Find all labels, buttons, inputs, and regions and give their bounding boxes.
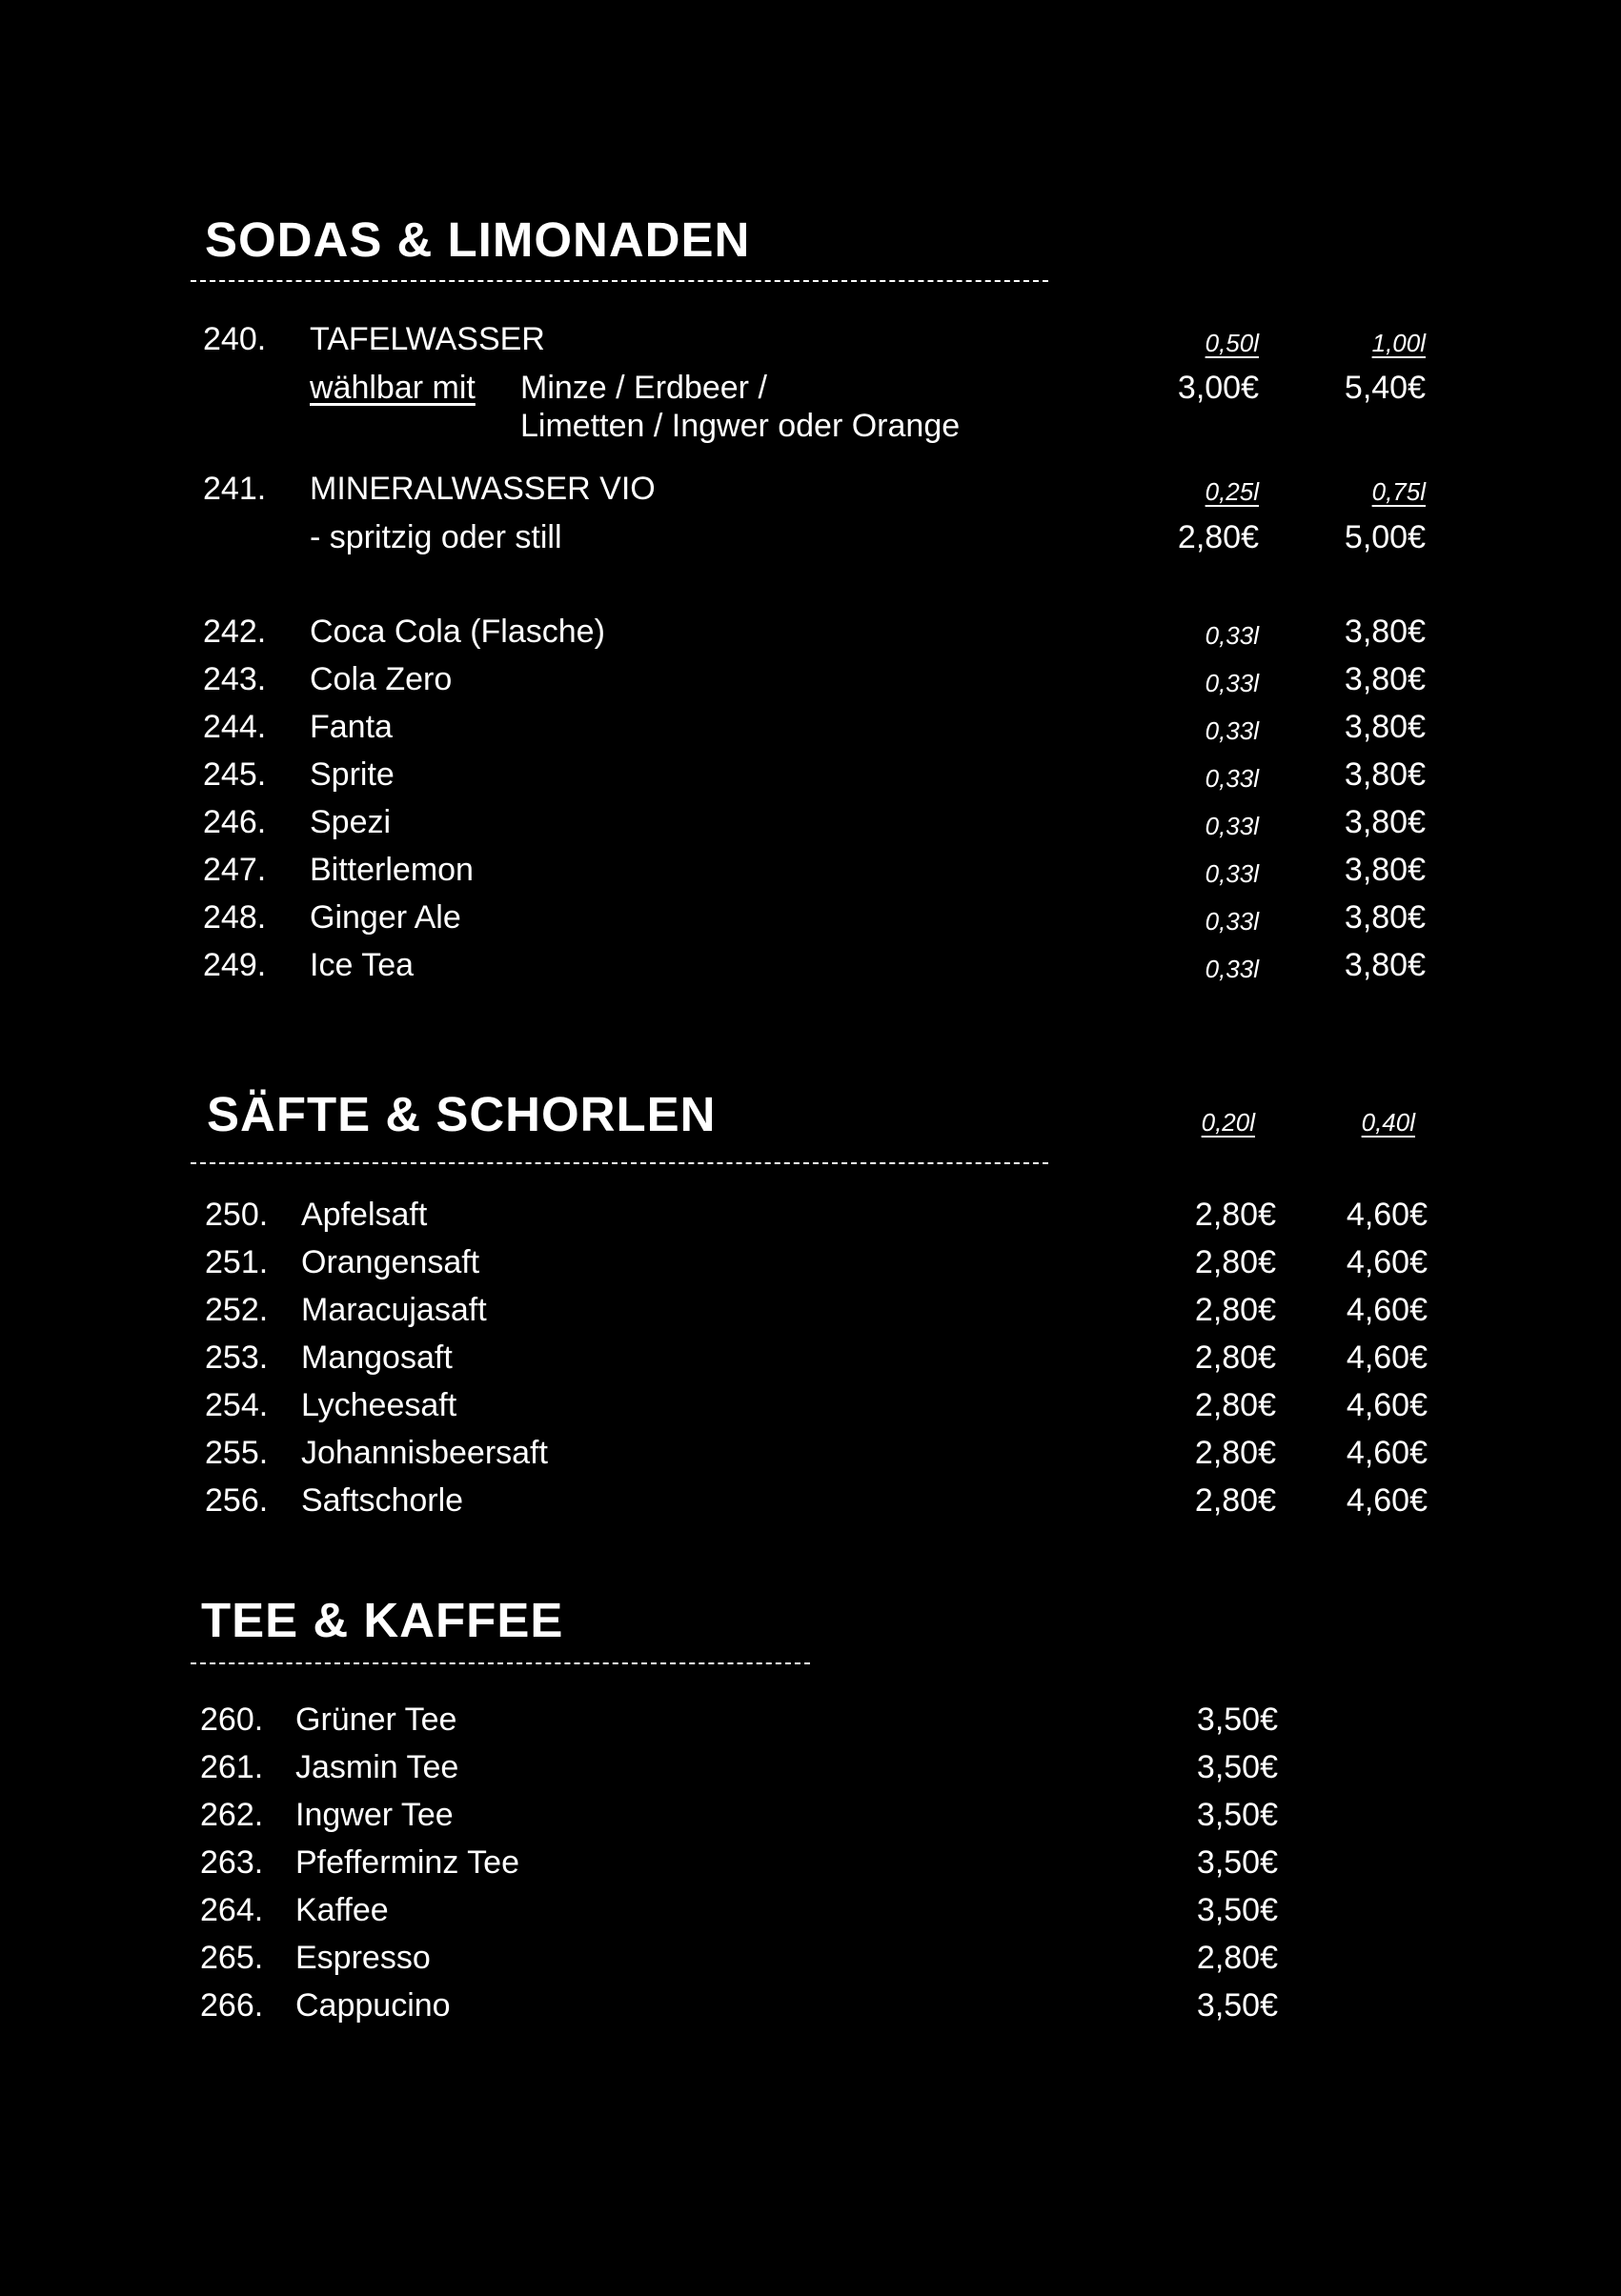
- item-price: 2,80€: [1194, 1482, 1276, 1519]
- item-number: 241.: [203, 471, 267, 507]
- list-item: [0, 899, 1621, 947]
- item-number: 247.: [203, 852, 267, 888]
- list-item: [0, 852, 1621, 899]
- item-name: Maracujasaft: [301, 1292, 487, 1328]
- item-price: 3,80€: [1344, 947, 1426, 983]
- item-number: 245.: [203, 756, 267, 793]
- item-number: 263.: [200, 1844, 264, 1881]
- list-item: [0, 661, 1621, 709]
- item-name: Ginger Ale: [310, 899, 461, 936]
- item-name: Orangensaft: [301, 1244, 480, 1280]
- choice-label: wählbar mit: [310, 370, 476, 406]
- volume-label: 0,75l: [1371, 477, 1426, 506]
- item-description: - spritzig oder still: [310, 519, 562, 555]
- list-item: [0, 1387, 1621, 1435]
- volume-label: 0,33l: [1205, 955, 1259, 983]
- item-price: 3,80€: [1344, 709, 1426, 745]
- item-name: Mangosaft: [301, 1339, 453, 1376]
- section-divider: [191, 1662, 810, 1664]
- volume-label: 0,25l: [1205, 477, 1259, 506]
- section-divider: [191, 1162, 1048, 1164]
- list-item: [0, 1702, 1621, 1749]
- item-price: 3,80€: [1344, 614, 1426, 650]
- item-name: Bitterlemon: [310, 852, 474, 888]
- list-item: [0, 1940, 1621, 1987]
- volume-label: 1,00l: [1371, 329, 1426, 357]
- volume-label: 0,50l: [1205, 329, 1259, 357]
- item-name: Johannisbeersaft: [301, 1435, 548, 1471]
- item-number: 262.: [200, 1797, 264, 1833]
- item-price: 2,80€: [1194, 1197, 1276, 1233]
- item-price: 3,50€: [1196, 1844, 1278, 1881]
- volume-label: 0,40l: [1361, 1108, 1415, 1137]
- item-name: Cappucino: [295, 1987, 451, 2024]
- item-number: 240.: [203, 321, 267, 357]
- item-price: 2,80€: [1196, 1940, 1278, 1976]
- list-item: [0, 614, 1621, 661]
- item-price: 5,00€: [1344, 519, 1426, 555]
- item-price: 4,60€: [1346, 1197, 1428, 1233]
- volume-label: 0,33l: [1205, 764, 1259, 793]
- item-name: Sprite: [310, 756, 395, 793]
- item-price: 4,60€: [1346, 1339, 1428, 1376]
- item-name: Saftschorle: [301, 1482, 464, 1519]
- item-number: 254.: [205, 1387, 269, 1423]
- item-price: 4,60€: [1346, 1244, 1428, 1280]
- item-name: MINERALWASSER VIO: [310, 471, 656, 507]
- list-item: [0, 1292, 1621, 1339]
- volume-label: 0,33l: [1205, 716, 1259, 745]
- item-price: 4,60€: [1346, 1435, 1428, 1471]
- volume-label: 0,20l: [1201, 1108, 1255, 1137]
- list-item: [0, 756, 1621, 804]
- item-name: Coca Cola (Flasche): [310, 614, 605, 650]
- item-price: 4,60€: [1346, 1292, 1428, 1328]
- list-item: [0, 1339, 1621, 1387]
- saefte-list: [0, 1197, 1621, 1530]
- item-name: Fanta: [310, 709, 393, 745]
- volume-label: 0,33l: [1205, 859, 1259, 888]
- section-heading-tee: TEE & KAFFEE: [201, 1593, 564, 1647]
- item-price: 3,50€: [1196, 1797, 1278, 1833]
- item-name: Apfelsaft: [301, 1197, 428, 1233]
- section-divider: [191, 280, 1048, 282]
- item-price: 2,80€: [1194, 1292, 1276, 1328]
- item-name: Jasmin Tee: [295, 1749, 459, 1785]
- item-number: 266.: [200, 1987, 264, 2024]
- volume-label: 0,33l: [1205, 812, 1259, 840]
- sodas-list: [0, 614, 1621, 995]
- list-item: [0, 1197, 1621, 1244]
- item-number: 265.: [200, 1940, 264, 1976]
- item-price: 3,80€: [1344, 852, 1426, 888]
- item-price: 3,80€: [1344, 804, 1426, 840]
- item-number: 248.: [203, 899, 267, 936]
- item-price: 3,50€: [1196, 1702, 1278, 1738]
- choice-options: Minze / Erdbeer /: [520, 370, 767, 406]
- item-price: 2,80€: [1177, 519, 1259, 555]
- item-number: 244.: [203, 709, 267, 745]
- item-price: 3,50€: [1196, 1892, 1278, 1928]
- item-price: 2,80€: [1194, 1435, 1276, 1471]
- volume-label: 0,33l: [1205, 907, 1259, 936]
- item-number: 255.: [205, 1435, 269, 1471]
- item-number: 249.: [203, 947, 267, 983]
- list-item: [0, 709, 1621, 756]
- item-number: 252.: [205, 1292, 269, 1328]
- volume-label: 0,33l: [1205, 669, 1259, 697]
- item-price: 2,80€: [1194, 1387, 1276, 1423]
- list-item: [0, 947, 1621, 995]
- item-number: 261.: [200, 1749, 264, 1785]
- item-number: 253.: [205, 1339, 269, 1376]
- section-heading-saefte: SÄFTE & SCHORLEN: [207, 1087, 717, 1141]
- item-price: 4,60€: [1346, 1482, 1428, 1519]
- item-name: Ice Tea: [310, 947, 415, 983]
- item-price: 3,80€: [1344, 899, 1426, 936]
- item-name: Lycheesaft: [301, 1387, 457, 1423]
- list-item: [0, 1892, 1621, 1940]
- item-price: 3,50€: [1196, 1749, 1278, 1785]
- item-price: 5,40€: [1344, 370, 1426, 406]
- item-number: 264.: [200, 1892, 264, 1928]
- choice-options: Limetten / Ingwer oder Orange: [520, 408, 961, 444]
- list-item: [0, 1749, 1621, 1797]
- item-name: Cola Zero: [310, 661, 453, 697]
- list-item: [0, 1844, 1621, 1892]
- item-name: Espresso: [295, 1940, 431, 1976]
- item-price: 2,80€: [1194, 1339, 1276, 1376]
- item-number: 256.: [205, 1482, 269, 1519]
- section-heading-sodas: SODAS & LIMONADEN: [205, 212, 751, 267]
- item-name: Ingwer Tee: [295, 1797, 454, 1833]
- item-name: Pfefferminz Tee: [295, 1844, 519, 1881]
- list-item: [0, 1987, 1621, 2035]
- list-item: [0, 1435, 1621, 1482]
- item-name: Kaffee: [295, 1892, 389, 1928]
- item-price: 3,00€: [1177, 370, 1259, 406]
- item-number: 251.: [205, 1244, 269, 1280]
- tee-list: [0, 1702, 1621, 2035]
- item-price: 3,80€: [1344, 661, 1426, 697]
- list-item: [0, 804, 1621, 852]
- item-name: Spezi: [310, 804, 392, 840]
- list-item: [0, 1244, 1621, 1292]
- item-price: 3,80€: [1344, 756, 1426, 793]
- item-number: 246.: [203, 804, 267, 840]
- item-price: 3,50€: [1196, 1987, 1278, 2024]
- item-name: Grüner Tee: [295, 1702, 457, 1738]
- item-price: 4,60€: [1346, 1387, 1428, 1423]
- item-number: 242.: [203, 614, 267, 650]
- item-name: TAFELWASSER: [310, 321, 545, 357]
- item-number: 243.: [203, 661, 267, 697]
- item-number: 260.: [200, 1702, 264, 1738]
- item-price: 2,80€: [1194, 1244, 1276, 1280]
- volume-label: 0,33l: [1205, 621, 1259, 650]
- list-item: [0, 1482, 1621, 1530]
- list-item: [0, 1797, 1621, 1844]
- item-number: 250.: [205, 1197, 269, 1233]
